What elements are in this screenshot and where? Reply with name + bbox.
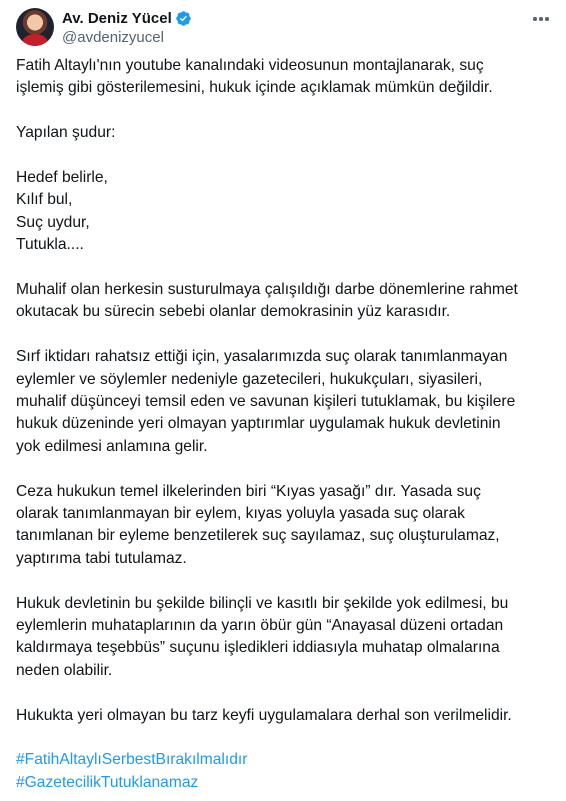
more-dot — [533, 17, 537, 21]
avatar[interactable] — [16, 8, 54, 46]
author-info — [62, 8, 192, 48]
tweet-text — [16, 55, 552, 794]
verified-badge-icon — [175, 10, 192, 27]
tweet-paragraph: Hukuk devletinin bu şekilde bilinçli ve kasıtlı bir şekilde yok edilmesi, bu eylemlerin muhataplarının da yarın öbür gün “Anayasal düzeni ortadan kaldırmaya teşebbüs” suçunu işledikleri iddiasıyla muhatap olmalarına neden olabilir. — [16, 594, 509, 679]
tweet-paragraph: Fatih Altaylı'nın youtube kanalındaki videosunun montajlanarak, suç işlemiş gibi gösterilemesini, hukuk içinde açıklamak mümkün değildir. — [16, 57, 493, 97]
name-row — [62, 8, 192, 28]
more-dot — [539, 17, 543, 21]
tweet-paragraph: Sırf iktidarı rahatsız ettiği için, yasalarımızda suç olarak tanımlanmayan eylemler ve söylemler nedeniyle gazetecileri, hukukçuları, siyasileri, muhalif düşünceyi temsil eden ve savunan kişileri tutuklamak, bu kişilere hukuk düzeninde yeri olmayan yaptırımlar uygulamak hukuk devletinin yok edilmesi anlamına gelir. — [16, 348, 516, 455]
tweet-paragraph: Hedef belirle, Kılıf bul, Suç uydur, Tutukla.... — [16, 169, 108, 254]
tweet-header — [16, 8, 552, 48]
tweet-paragraph: Yapılan şudur: — [16, 124, 116, 142]
tweet-paragraph: Hukukta yeri olmayan bu tarz keyfi uygulamalara derhal son verilmelidir. — [16, 706, 512, 724]
display-name[interactable]: Av. Deniz Yücel — [62, 9, 172, 27]
handle[interactable]: @avdenizyucel — [62, 29, 164, 46]
hashtag-link[interactable]: #GazetecilikTutuklanamaz — [16, 773, 199, 791]
tweet-paragraph: Muhalif olan herkesin susturulmaya çalışıldığı darbe dönemlerine rahmet okutacak bu sürecin sebebi olanlar demokrasinin yüz karasıdır. — [16, 281, 518, 321]
more-options-icon[interactable] — [530, 10, 552, 28]
more-dot — [545, 17, 549, 21]
tweet-paragraph: Ceza hukukun temel ilkelerinden biri “Kıyas yasağı” dır. Yasada suç olarak tanımlanmayan bir eylem, kıyas yoluyla yasada suç olarak tanımlanan bir eyleme benzetilerek suç sayılamaz, suç oluşturulamaz, yaptırıma tabi tutulamaz. — [16, 482, 500, 567]
hashtag-link[interactable]: #FatihAltaylıSerbestBırakılmalıdır — [16, 751, 248, 769]
